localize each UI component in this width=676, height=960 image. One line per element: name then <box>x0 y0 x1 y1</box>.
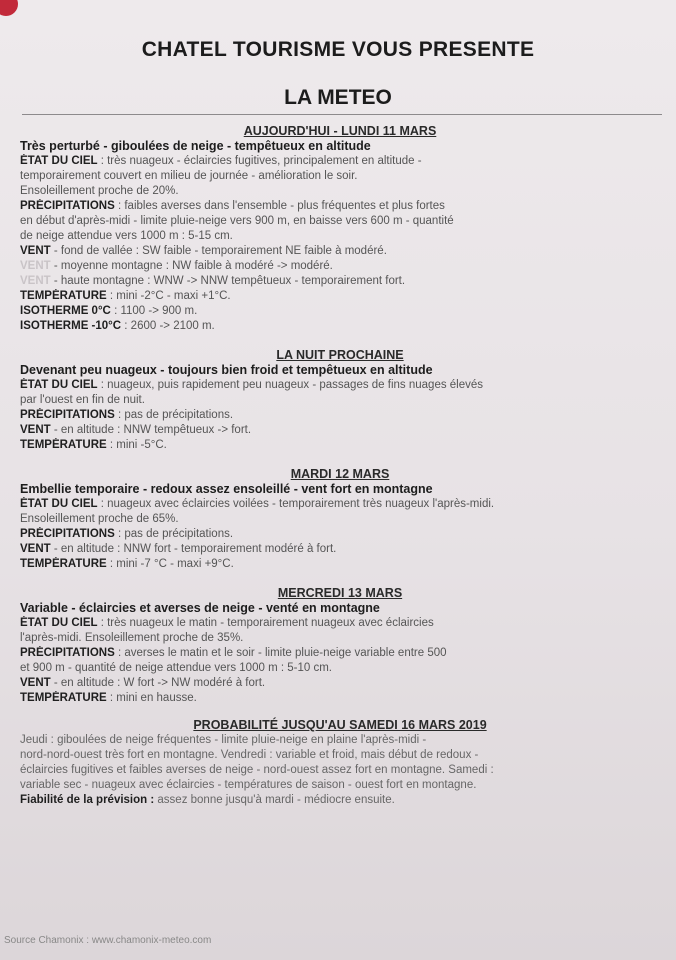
reliability-label: Fiabilité de la prévision : <box>20 794 155 806</box>
text-line: éclaircies fugitives et faibles averses de neige - nord-ouest assez fort en montagne. Samedi : <box>20 764 494 776</box>
text-line: Ensoleillement proche de 20%. <box>20 185 179 197</box>
temperature-line: TEMPÉRATURE : mini en hausse. <box>20 692 197 704</box>
wind-label: VENT <box>20 677 51 689</box>
precip-label: PRÉCIPITATIONS <box>20 200 115 212</box>
section-headline: Devenant peu nuageux - toujours bien froid et tempêtueux en altitude <box>20 363 433 377</box>
precip-label: PRÉCIPITATIONS <box>20 409 115 421</box>
precip-line: PRÉCIPITATIONS : pas de précipitations. <box>20 528 234 540</box>
text-line: et 900 m - quantité de neige attendue vers 1000 m : 5-10 cm. <box>20 662 332 674</box>
wind-label: VENT <box>20 245 51 257</box>
sky-state-label: ÉTAT DU CIEL <box>20 617 98 629</box>
section-headline: Très perturbé - giboulées de neige - tempêtueux en altitude <box>20 139 371 153</box>
precip-line: PRÉCIPITATIONS : pas de précipitations. <box>20 409 234 421</box>
wind-line: VENT - en altitude : NNW fort - temporairement modéré à fort. <box>20 543 337 555</box>
wind-line: VENT - en altitude : W fort -> NW modéré à fort. <box>20 677 266 689</box>
section-tuesday <box>20 467 660 572</box>
precip-label: PRÉCIPITATIONS <box>20 647 115 659</box>
text-line: temporairement couvert en milieu de journée - amélioration le soir. <box>20 170 358 182</box>
reliability-line: Fiabilité de la prévision : assez bonne jusqu'à mardi - médiocre ensuite. <box>20 794 395 806</box>
temperature-label: TEMPÉRATURE <box>20 692 107 704</box>
temperature-line: TEMPÉRATURE : mini -7 °C - maxi +9°C. <box>20 558 234 570</box>
text-line: variable sec - nuageux avec éclaircies - températures de saison - ouest fort en montagne. <box>20 779 477 791</box>
wind-line: VENT - fond de vallée : SW faible - temporairement NE faible à modéré. <box>20 245 387 257</box>
section-night <box>20 348 660 453</box>
text-line: l'après-midi. Ensoleillement proche de 35%. <box>20 632 244 644</box>
section-today <box>20 124 660 334</box>
section-wednesday <box>20 586 660 706</box>
sky-state-line: ÉTAT DU CIEL : très nuageux le matin - temporairement nuageux avec éclaircies <box>20 617 434 629</box>
precip-line: PRÉCIPITATIONS : averses le matin et le soir - limite pluie-neige variable entre 500 <box>20 647 447 659</box>
section-title: MARDI 12 MARS <box>290 467 390 481</box>
text-line: par l'ouest en fin de nuit. <box>20 394 145 406</box>
precip-line: PRÉCIPITATIONS : faibles averses dans l'ensemble - plus fréquentes et plus fortes <box>20 200 445 212</box>
sky-state-label: ÉTAT DU CIEL <box>20 155 98 167</box>
text-line: Ensoleillement proche de 65%. <box>20 513 179 525</box>
isotherm-0-line: ISOTHERME 0°C : 1100 -> 900 m. <box>20 305 198 317</box>
wind-line: VENT - en altitude : NNW tempêtueux -> fort. <box>20 424 252 436</box>
sky-state-line: ÉTAT DU CIEL : nuageux avec éclaircies voilées - temporairement très nuageux l'après-midi. <box>20 498 495 510</box>
forecast-content <box>20 124 660 808</box>
section-title: PROBABILITÉ JUSQU'AU SAMEDI 16 MARS 2019 <box>193 718 487 732</box>
wind-label-faded: VENT <box>20 260 51 272</box>
section-title: LA NUIT PROCHAINE <box>276 348 404 362</box>
text-line: nord-nord-ouest très fort en montagne. Vendredi : variable et froid, mais début de redoux - <box>20 749 479 761</box>
wind-label: VENT <box>20 424 51 436</box>
wind-label-faded: VENT <box>20 275 51 287</box>
sky-state-label: ÉTAT DU CIEL <box>20 379 98 391</box>
temperature-label: TEMPÉRATURE <box>20 558 107 570</box>
text-line: en début d'après-midi - limite pluie-neige vers 900 m, en baisse vers 600 m - quantité <box>20 215 454 227</box>
sky-state-label: ÉTAT DU CIEL <box>20 498 98 510</box>
header-divider <box>22 114 662 115</box>
temperature-line: TEMPÉRATURE : mini -2°C - maxi +1°C. <box>20 290 231 302</box>
wind-line-high: VENT - haute montagne : WNW -> NNW tempêtueux - temporairement fort. <box>20 275 406 287</box>
temperature-label: TEMPÉRATURE <box>20 290 107 302</box>
temperature-label: TEMPÉRATURE <box>20 439 107 451</box>
section-probability <box>20 718 660 808</box>
page-title: CHATEL TOURISME VOUS PRESENTE <box>141 38 535 61</box>
sky-state-line: ÉTAT DU CIEL : très nuageux - éclaircies fugitives, principalement en altitude - <box>20 155 422 167</box>
isotherm-10-line: ISOTHERME -10°C : 2600 -> 2100 m. <box>20 320 215 332</box>
page-subtitle: LA METEO <box>284 86 392 109</box>
wind-line-mid: VENT - moyenne montagne : NW faible à modéré -> modéré. <box>20 260 333 272</box>
section-headline: Embellie temporaire - redoux assez ensoleillé - vent fort en montagne <box>20 482 433 496</box>
precip-label: PRÉCIPITATIONS <box>20 528 115 540</box>
isotherm-label: ISOTHERME -10°C <box>20 320 122 332</box>
sky-state-line: ÉTAT DU CIEL : nuageux, puis rapidement peu nuageux - passages de fins nuages élevés <box>20 379 484 391</box>
text-line: Jeudi : giboulées de neige fréquentes - limite pluie-neige en plaine l'après-midi - <box>20 734 427 746</box>
wind-label: VENT <box>20 543 51 555</box>
temperature-line: TEMPÉRATURE : mini -5°C. <box>20 439 167 451</box>
red-pin-mark <box>0 0 18 16</box>
text-line: de neige attendue vers 1000 m : 5-15 cm. <box>20 230 233 242</box>
section-title: MERCREDI 13 MARS <box>277 586 403 600</box>
section-title: AUJOURD'HUI - LUNDI 11 MARS <box>243 124 437 138</box>
section-headline: Variable - éclaircies et averses de neige - venté en montagne <box>20 601 380 615</box>
isotherm-label: ISOTHERME 0°C <box>20 305 111 317</box>
source-credit: Source Chamonix : www.chamonix-meteo.com <box>4 935 212 946</box>
